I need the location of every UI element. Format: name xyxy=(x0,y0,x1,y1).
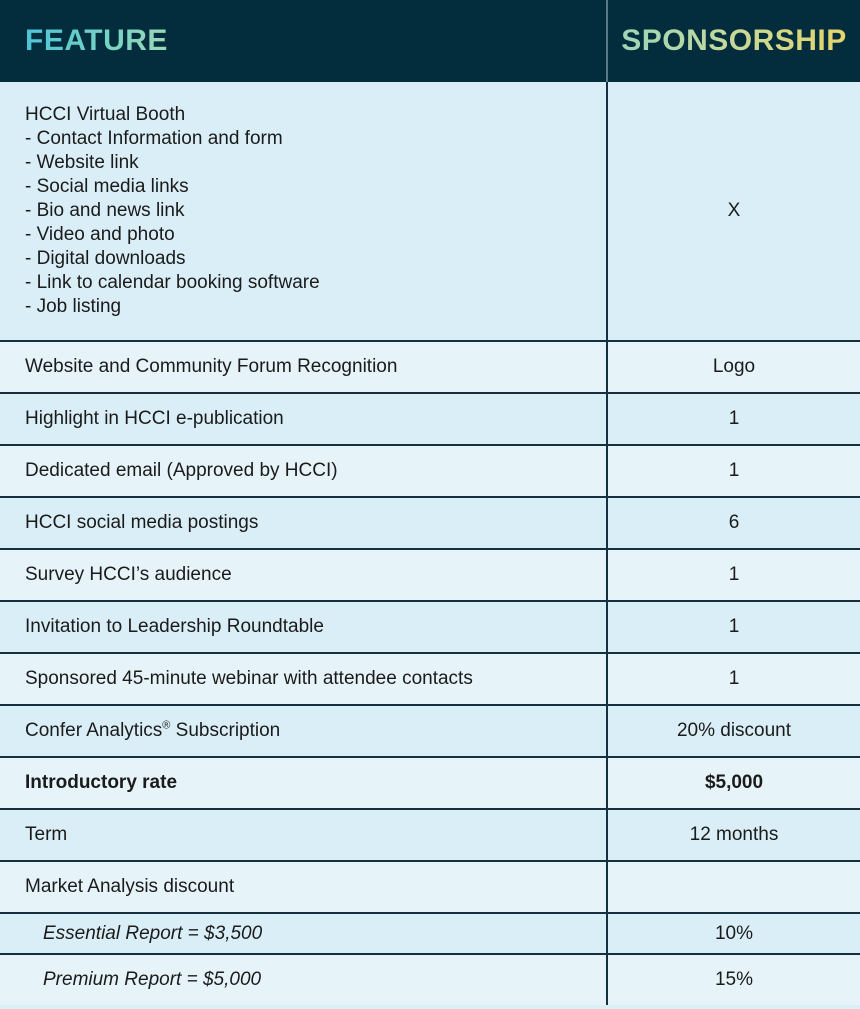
row-value xyxy=(608,394,860,446)
header-feature xyxy=(0,0,608,82)
booth-value: X xyxy=(727,200,741,221)
row-value-text: 12 months xyxy=(689,824,779,845)
registered-mark: ® xyxy=(162,719,171,732)
booth-line: - Bio and news link xyxy=(25,200,185,221)
row-feature-text: HCCI social media postings xyxy=(25,512,259,533)
row-value xyxy=(608,862,860,914)
row-feature-text xyxy=(25,719,280,743)
row-value xyxy=(608,758,860,810)
row-feature xyxy=(0,914,608,955)
row-value-text: 1 xyxy=(728,668,740,689)
row-value-text: 10% xyxy=(714,922,754,944)
row-feature xyxy=(0,602,608,654)
booth-line: - Social media links xyxy=(25,176,189,197)
booth-feature-cell xyxy=(0,82,608,342)
row-feature-text: Sponsored 45-minute webinar with attendee contacts xyxy=(25,668,473,689)
row-feature-text: Introductory rate xyxy=(25,772,178,793)
row-value-text: Logo xyxy=(712,356,756,377)
row-feature xyxy=(0,550,608,602)
row-feature xyxy=(0,654,608,706)
row-feature xyxy=(0,758,608,810)
row-value xyxy=(608,955,860,1005)
row-value xyxy=(608,602,860,654)
row-value-text: 6 xyxy=(728,512,740,533)
row-value-text: 15% xyxy=(714,969,754,990)
booth-line: - Link to calendar booking software xyxy=(25,272,320,293)
row-feature-text: Highlight in HCCI e-publication xyxy=(25,408,284,429)
row-value-text: $5,000 xyxy=(704,772,764,793)
row-feature-text: Market Analysis discount xyxy=(25,876,235,897)
booth-line: - Digital downloads xyxy=(25,248,186,269)
row-feature-pre: Confer Analytics xyxy=(25,720,163,741)
booth-line: - Job listing xyxy=(25,296,122,317)
row-value xyxy=(608,446,860,498)
row-value xyxy=(608,654,860,706)
header-sponsorship xyxy=(608,0,860,82)
row-feature xyxy=(0,342,608,394)
row-value-text: 1 xyxy=(728,460,740,481)
row-value-text: 1 xyxy=(728,408,740,429)
row-feature xyxy=(0,862,608,914)
row-value xyxy=(608,550,860,602)
row-value xyxy=(608,498,860,550)
row-feature-text: Dedicated email (Approved by HCCI) xyxy=(25,460,338,481)
row-value xyxy=(608,706,860,758)
row-feature xyxy=(0,394,608,446)
row-feature-post: Subscription xyxy=(170,720,281,741)
booth-line: - Website link xyxy=(25,152,139,173)
row-feature xyxy=(0,446,608,498)
row-feature-text: Premium Report = $5,000 xyxy=(43,969,262,990)
row-value xyxy=(608,342,860,394)
row-feature xyxy=(0,498,608,550)
booth-line: - Contact Information and form xyxy=(25,128,283,149)
row-feature-text: Invitation to Leadership Roundtable xyxy=(25,616,324,637)
header-feature-label: FEATURE xyxy=(25,24,168,57)
row-value xyxy=(608,810,860,862)
header-sponsorship-label: SPONSORSHIP xyxy=(621,24,847,57)
booth-value-cell xyxy=(608,82,860,342)
row-feature xyxy=(0,706,608,758)
row-feature xyxy=(0,810,608,862)
row-value-text: 1 xyxy=(728,616,740,637)
booth-line: - Video and photo xyxy=(25,224,175,245)
row-value xyxy=(608,914,860,955)
row-feature xyxy=(0,955,608,1005)
booth-feature-list xyxy=(25,103,320,319)
row-value-text: 20% discount xyxy=(676,720,792,741)
booth-title: HCCI Virtual Booth xyxy=(25,104,186,125)
row-feature-text: Website and Community Forum Recognition xyxy=(25,356,398,377)
row-feature-text: Essential Report = $3,500 xyxy=(43,922,263,944)
row-feature-text: Survey HCCI’s audience xyxy=(25,564,232,585)
row-value-text: 1 xyxy=(728,564,740,585)
row-feature-text: Term xyxy=(25,824,68,845)
